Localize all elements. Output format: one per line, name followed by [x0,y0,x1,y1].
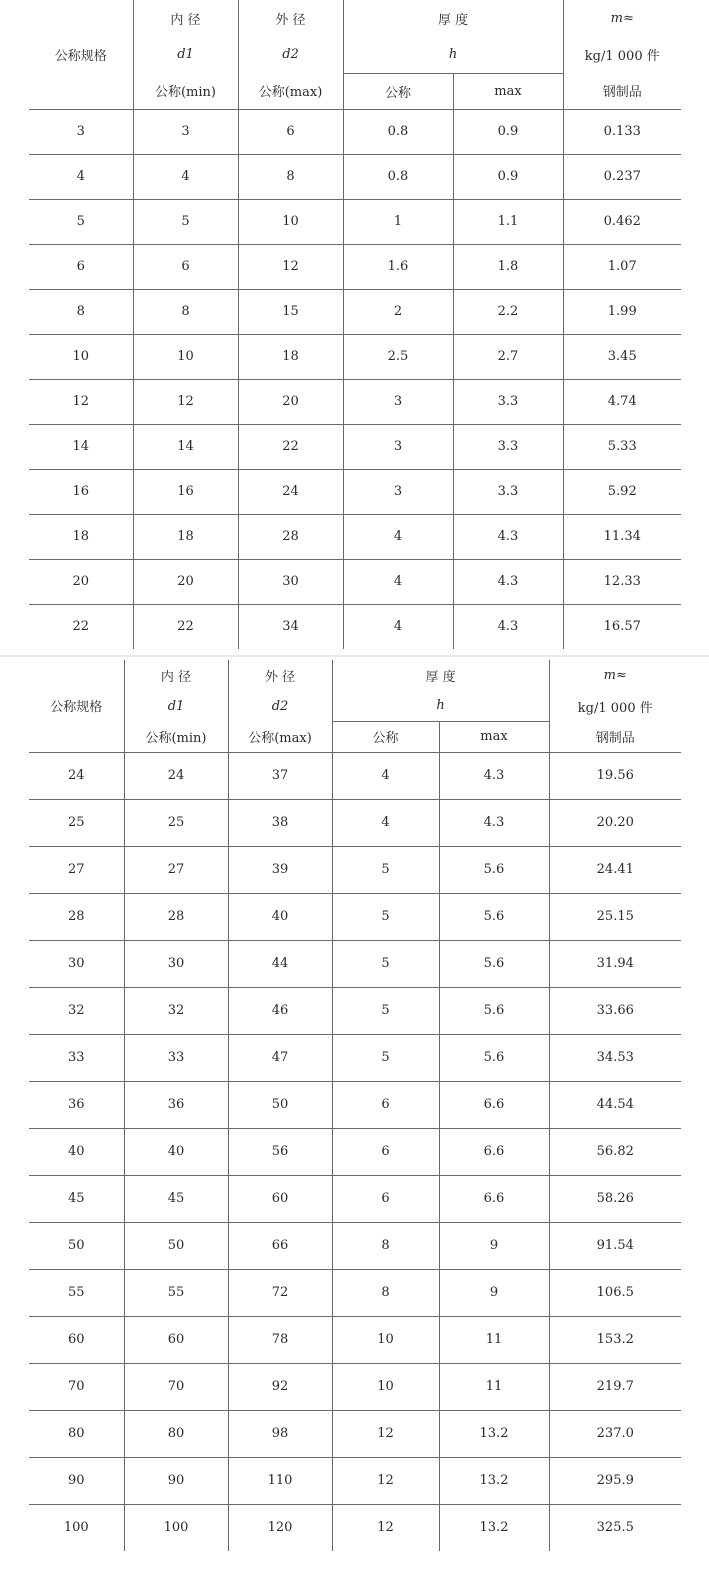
cell-inner-diameter: 36 [124,1081,228,1128]
cell-thick-max: 5.6 [439,940,549,987]
cell-spec: 20 [29,559,133,604]
header-mass-unit: kg/1 000 件 [584,49,660,64]
cell-outer-diameter: 56 [228,1128,332,1175]
table-row [29,799,681,846]
table-row [29,1363,681,1410]
header-mass-sub: 钢制品 [549,721,681,752]
cell-outer-diameter: 110 [228,1457,332,1504]
cell-thick-nominal: 5 [332,893,439,940]
cell-spec: 3 [29,109,133,154]
cell-thick-max: 5.6 [439,1034,549,1081]
header-d2: d2 [238,36,343,73]
cell-outer-diameter: 72 [228,1269,332,1316]
cell-inner-diameter: 18 [133,514,238,559]
cell-thick-max: 6.6 [439,1175,549,1222]
cell-thick-nominal: 1.6 [343,244,453,289]
cell-thick-max: 4.3 [453,559,563,604]
cell-outer-diameter: 98 [228,1410,332,1457]
washer-table-part-2 [29,660,681,1551]
cell-outer-diameter: 44 [228,940,332,987]
header-inner-sub: 公称(min) [133,73,238,109]
cell-mass: 1.99 [563,289,681,334]
cell-thick-nominal: 5 [332,987,439,1034]
cell-outer-diameter: 22 [238,424,343,469]
cell-mass: 44.54 [549,1081,681,1128]
table-row [29,289,681,334]
table-row [29,752,681,799]
table-row [29,244,681,289]
table-row [29,109,681,154]
header-thick-max: max [439,721,549,752]
cell-spec: 4 [29,154,133,199]
cell-outer-diameter: 47 [228,1034,332,1081]
cell-thick-nominal: 3 [343,469,453,514]
cell-outer-diameter: 10 [238,199,343,244]
cell-inner-diameter: 4 [133,154,238,199]
table-row [29,424,681,469]
header-inner-diameter: 内 径 [124,660,228,691]
cell-mass: 16.57 [603,619,641,635]
cell-thick-nominal: 10 [332,1363,439,1410]
cell-mass: 5.92 [563,469,681,514]
cell-thick-max: 13.2 [439,1457,549,1504]
cell-mass: 0.237 [563,154,681,199]
table-row [29,604,681,649]
cell-mass: 295.9 [549,1457,681,1504]
cell-thick-nominal: 4 [343,514,453,559]
table-row [29,1410,681,1457]
cell-spec: 25 [29,799,124,846]
cell-inner-diameter: 80 [124,1410,228,1457]
cell-spec: 90 [29,1457,124,1504]
header-thickness: 厚 度 [332,660,549,691]
header-thickness: 厚 度 [343,0,563,36]
table-row [29,469,681,514]
cell-thick-nominal: 8 [332,1222,439,1269]
cell-outer-diameter: 34 [238,604,343,649]
cell-outer-diameter: 20 [238,379,343,424]
cell-inner-diameter: 10 [133,334,238,379]
cell-thick-max: 13.2 [439,1410,549,1457]
cell-mass: 58.26 [549,1175,681,1222]
cell-mass: 19.56 [549,752,681,799]
cell-inner-diameter: 24 [124,752,228,799]
cell-inner-diameter: 33 [124,1034,228,1081]
header-h: h [332,691,549,721]
cell-mass: 325.5 [596,1520,634,1536]
cell-thick-nominal: 12 [332,1504,439,1551]
cell-thick-max: 2.2 [453,289,563,334]
cell-thick-nominal: 4 [332,752,439,799]
header-spec: 公称规格 [29,0,133,109]
header-outer-diameter: 外 径 [238,0,343,36]
cell-outer-diameter: 24 [238,469,343,514]
cell-spec: 55 [29,1269,124,1316]
cell-inner-diameter: 6 [133,244,238,289]
cell-mass: 33.66 [549,987,681,1034]
table-row [29,379,681,424]
cell-thick-nominal: 12 [332,1410,439,1457]
header-d1: d1 [124,691,228,721]
cell-mass: 12.33 [563,559,681,604]
cell-mass: 153.2 [549,1316,681,1363]
cell-thick-nominal: 8 [332,1269,439,1316]
cell-thick-nominal: 6 [332,1128,439,1175]
cell-spec: 6 [29,244,133,289]
cell-outer-diameter: 37 [228,752,332,799]
header-h: h [343,36,563,73]
cell-mass: 5.33 [563,424,681,469]
cell-inner-diameter: 3 [133,109,238,154]
cell-thick-max: 4.3 [453,514,563,559]
cell-spec: 36 [29,1081,124,1128]
cell-thick-max: 4.3 [439,752,549,799]
cell-inner-diameter: 55 [124,1269,228,1316]
cell-spec: 32 [29,987,124,1034]
cell-spec: 16 [29,469,133,514]
cell-inner-diameter: 27 [124,846,228,893]
cell-outer-diameter: 66 [228,1222,332,1269]
cell-inner-diameter: 32 [124,987,228,1034]
cell-spec: 28 [29,893,124,940]
cell-spec: 33 [29,1034,124,1081]
cell-thick-max: 9 [439,1269,549,1316]
table-row [29,199,681,244]
cell-mass: 4.74 [563,379,681,424]
cell-outer-diameter: 40 [228,893,332,940]
cell-thick-nominal: 0.8 [343,154,453,199]
cell-inner-diameter: 70 [124,1363,228,1410]
cell-thick-max: 1.8 [453,244,563,289]
cell-inner-diameter: 30 [124,940,228,987]
cell-thick-nominal: 5 [332,1034,439,1081]
cell-inner-diameter: 100 [124,1504,228,1551]
header-mass-sub: 钢制品 [563,73,681,109]
table-row [29,559,681,604]
table-row [29,846,681,893]
cell-thick-max: 6.6 [439,1081,549,1128]
cell-outer-diameter: 38 [228,799,332,846]
cell-outer-diameter: 92 [228,1363,332,1410]
cell-thick-max: 6.6 [439,1128,549,1175]
cell-outer-diameter: 50 [228,1081,332,1128]
cell-inner-diameter: 90 [124,1457,228,1504]
table-row [29,1128,681,1175]
cell-mass: 237.0 [549,1410,681,1457]
cell-thick-max: 3.3 [453,379,563,424]
cell-outer-diameter: 6 [238,109,343,154]
cell-mass: 219.7 [549,1363,681,1410]
cell-spec: 5 [29,199,133,244]
cell-thick-max: 11 [439,1363,549,1410]
cell-thick-nominal: 6 [332,1081,439,1128]
cell-thick-max: 3.3 [453,424,563,469]
cell-thick-max: 13.2 [439,1504,549,1551]
cell-thick-max: 0.9 [453,109,563,154]
page-divider [0,655,709,657]
cell-thick-nominal: 4 [332,799,439,846]
cell-thick-max: 9 [439,1222,549,1269]
cell-spec: 40 [29,1128,124,1175]
table-row [29,1175,681,1222]
cell-mass: 34.53 [549,1034,681,1081]
cell-thick-max: 2.7 [453,334,563,379]
header-d1: d1 [133,36,238,73]
cell-outer-diameter: 46 [228,987,332,1034]
cell-thick-nominal: 0.8 [343,109,453,154]
cell-thick-nominal: 4 [343,559,453,604]
cell-thick-nominal: 5 [332,940,439,987]
cell-thick-max: 3.3 [453,469,563,514]
table-row [29,1222,681,1269]
cell-inner-diameter: 50 [124,1222,228,1269]
cell-spec: 8 [29,289,133,334]
cell-outer-diameter: 15 [238,289,343,334]
cell-thick-max: 11 [439,1316,549,1363]
cell-thick-nominal: 1 [343,199,453,244]
table-row [29,334,681,379]
cell-spec: 100 [29,1504,124,1551]
cell-mass: 1.07 [563,244,681,289]
cell-inner-diameter: 20 [133,559,238,604]
cell-outer-diameter: 60 [228,1175,332,1222]
cell-thick-nominal: 12 [332,1457,439,1504]
header-mass: m≈ [603,668,627,683]
cell-inner-diameter: 12 [133,379,238,424]
cell-mass: 56.82 [549,1128,681,1175]
table-row [29,1457,681,1504]
cell-inner-diameter: 16 [133,469,238,514]
header-d2: d2 [228,691,332,721]
header-mass: m≈ [610,10,634,26]
cell-mass: 3.45 [563,334,681,379]
cell-inner-diameter: 40 [124,1128,228,1175]
header-inner-sub: 公称(min) [124,721,228,752]
cell-outer-diameter: 18 [238,334,343,379]
cell-mass: 91.54 [549,1222,681,1269]
table-row [29,1504,681,1551]
cell-thick-max: 0.9 [453,154,563,199]
cell-spec: 12 [29,379,133,424]
table-row [29,154,681,199]
header-inner-diameter: 内 径 [133,0,238,36]
header-thick-nominal: 公称 [332,721,439,752]
header-outer-sub: 公称(max) [228,721,332,752]
cell-thick-nominal: 5 [332,846,439,893]
table-row [29,1034,681,1081]
header-mass-unit: kg/1 000 件 [577,700,653,716]
cell-thick-max: 5.6 [439,987,549,1034]
cell-spec: 80 [29,1410,124,1457]
cell-mass: 31.94 [549,940,681,987]
cell-inner-diameter: 22 [133,604,238,649]
cell-mass: 0.462 [563,199,681,244]
cell-thick-max: 4.3 [453,604,563,649]
cell-spec: 18 [29,514,133,559]
cell-mass: 20.20 [549,799,681,846]
cell-thick-max: 5.6 [439,846,549,893]
table-row [29,893,681,940]
cell-spec: 10 [29,334,133,379]
header-spec: 公称规格 [29,660,124,752]
header-thick-nominal: 公称 [343,73,453,109]
cell-inner-diameter: 25 [124,799,228,846]
cell-inner-diameter: 8 [133,289,238,334]
cell-thick-nominal: 4 [343,604,453,649]
cell-spec: 24 [29,752,124,799]
table-row [29,987,681,1034]
cell-spec: 50 [29,1222,124,1269]
cell-spec: 45 [29,1175,124,1222]
cell-spec: 27 [29,846,124,893]
table-row [29,1316,681,1363]
cell-thick-max: 5.6 [439,893,549,940]
cell-outer-diameter: 28 [238,514,343,559]
cell-mass: 0.133 [563,109,681,154]
cell-thick-nominal: 3 [343,379,453,424]
cell-spec: 70 [29,1363,124,1410]
cell-outer-diameter: 12 [238,244,343,289]
cell-outer-diameter: 120 [228,1504,332,1551]
cell-inner-diameter: 45 [124,1175,228,1222]
cell-spec: 60 [29,1316,124,1363]
cell-mass: 11.34 [563,514,681,559]
cell-outer-diameter: 30 [238,559,343,604]
cell-inner-diameter: 5 [133,199,238,244]
header-outer-sub: 公称(max) [238,73,343,109]
cell-spec: 30 [29,940,124,987]
cell-thick-nominal: 2.5 [343,334,453,379]
cell-inner-diameter: 60 [124,1316,228,1363]
table-row [29,940,681,987]
cell-mass: 25.15 [549,893,681,940]
cell-thick-nominal: 3 [343,424,453,469]
header-thick-max: max [453,73,563,109]
cell-thick-max: 1.1 [453,199,563,244]
cell-thick-nominal: 2 [343,289,453,334]
cell-thick-max: 4.3 [439,799,549,846]
cell-mass: 106.5 [549,1269,681,1316]
cell-spec: 14 [29,424,133,469]
table-row [29,514,681,559]
table-row [29,1269,681,1316]
cell-thick-nominal: 6 [332,1175,439,1222]
cell-inner-diameter: 28 [124,893,228,940]
cell-outer-diameter: 78 [228,1316,332,1363]
washer-table-part-1 [29,0,681,649]
cell-thick-nominal: 10 [332,1316,439,1363]
cell-mass: 24.41 [549,846,681,893]
cell-spec: 22 [29,604,133,649]
cell-outer-diameter: 8 [238,154,343,199]
cell-inner-diameter: 14 [133,424,238,469]
table-row [29,1081,681,1128]
cell-outer-diameter: 39 [228,846,332,893]
header-outer-diameter: 外 径 [228,660,332,691]
